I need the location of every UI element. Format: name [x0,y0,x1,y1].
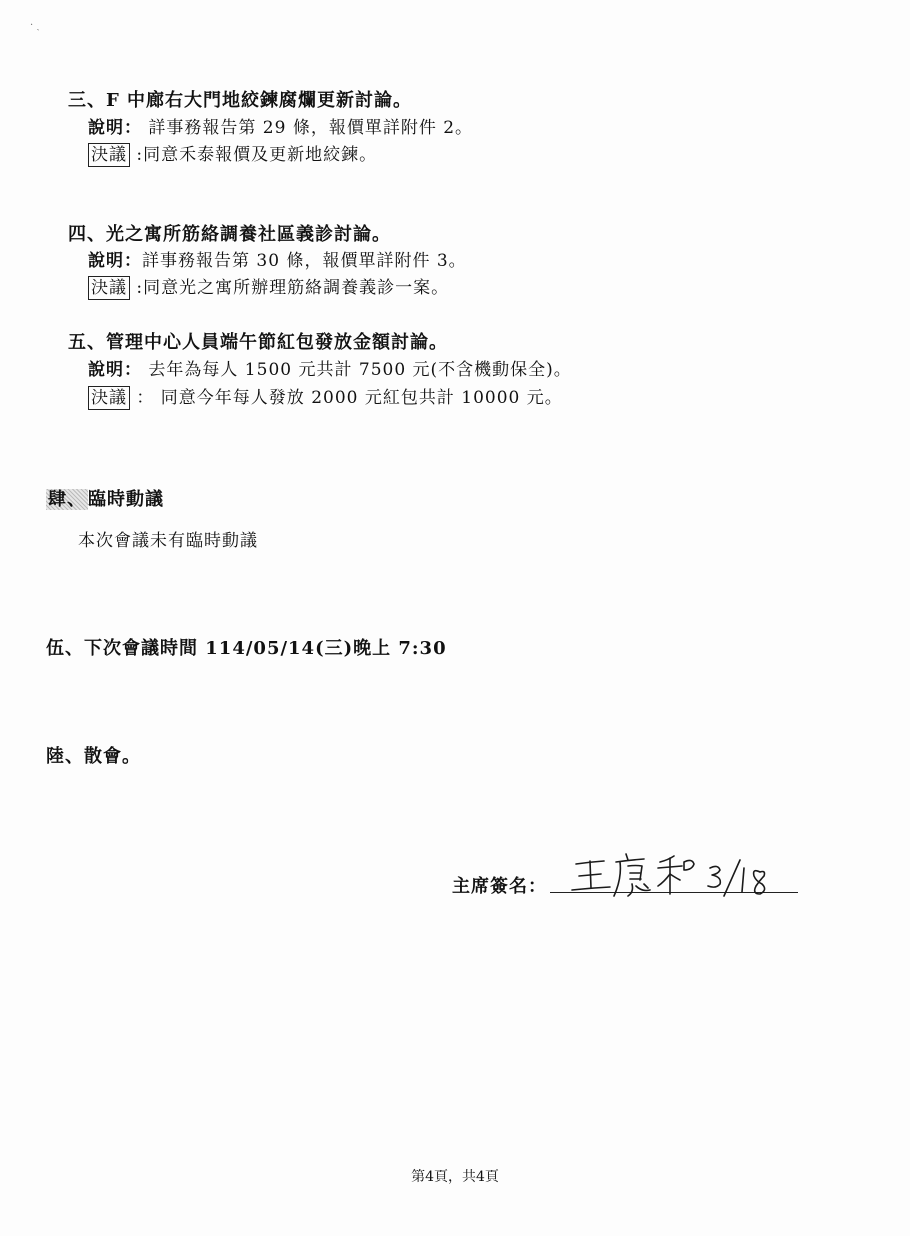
item-3-resolution [88,140,377,167]
section-4-heading [46,485,164,511]
resolution-text: ： 同意今年每人發放 2000 元紅包共計 10000 元。 [130,388,563,408]
section-6-adjourn: 陸、散會。 [46,746,141,767]
item-5-resolution [88,383,563,410]
resolution-text: :同意光之寓所辦理筋絡調養義診一案。 [130,278,450,298]
resolution-label: 決議 [88,143,130,167]
item-3-title: 三、F 中廊右大門地絞鍊腐爛更新討論。 [68,90,413,111]
resolution-text: :同意禾泰報價及更新地絞鍊。 [130,145,378,165]
signature-label: 主席簽名： [452,876,547,897]
item-4-description [88,246,467,271]
description-text: 詳事務報告第 30 條，報價單詳附件 3。 [142,251,467,271]
section-4-prefix: 肆、 [48,489,86,510]
item-3-description [88,113,473,138]
signature-row [452,868,802,902]
section-4-title: 臨時動議 [88,489,164,510]
handwritten-signature [570,846,800,906]
item-5-description [88,355,572,380]
page-number: 第4頁，共4頁 [411,1169,499,1185]
item-5-title: 五、管理中心人員端午節紅包發放金額討論。 [68,332,448,353]
resolution-label: 決議 [88,276,130,300]
description-text: 詳事務報告第 29 條，報價單詳附件 2。 [142,118,474,138]
section-4-body: 本次會議未有臨時動議 [78,531,258,551]
item-4-title: 四、光之寓所筋絡調養社區義診討論。 [68,224,391,245]
item-4-resolution [88,273,449,300]
section-5-next-meeting: 伍、下次會議時間 114/05/14(三)晚上 7:30 [46,638,447,659]
description-label: 說明： [88,251,142,271]
resolution-label: 決議 [88,386,130,410]
description-label: 說明： [88,360,142,380]
description-text: 去年為每人 1500 元共計 7500 元(不含機動保全)。 [142,360,572,380]
description-label: 說明： [88,118,142,138]
scan-speckle: · ˎ [30,20,40,31]
